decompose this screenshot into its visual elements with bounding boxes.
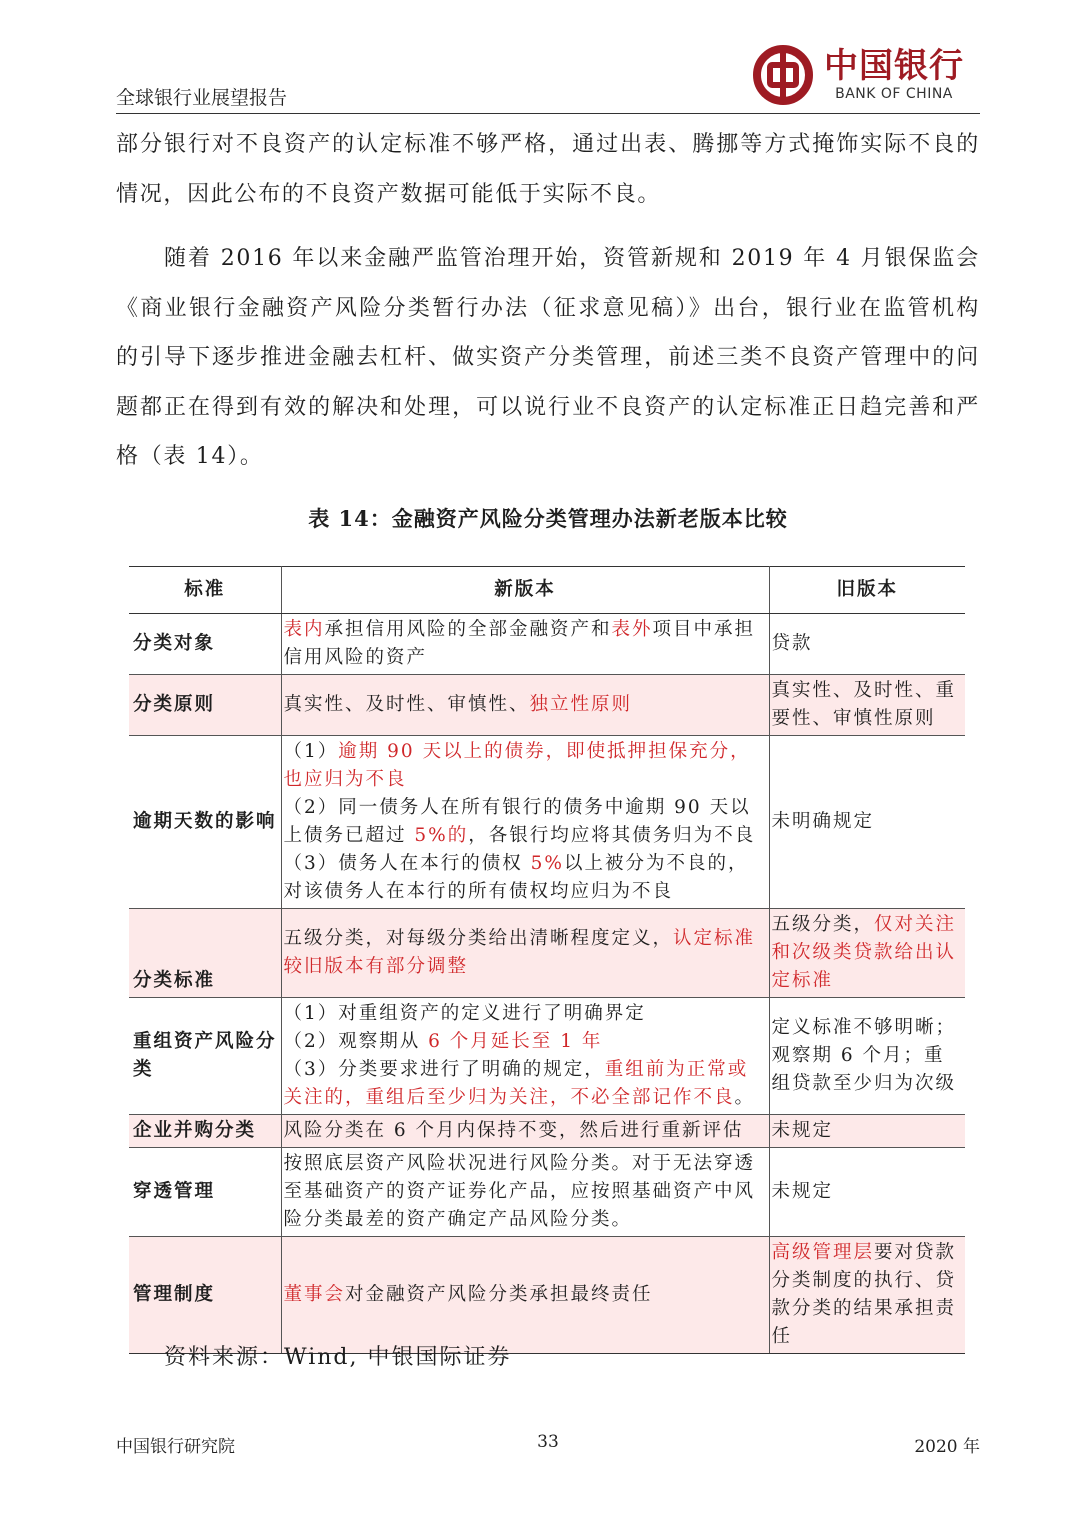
highlighted-text: 表外	[611, 619, 653, 640]
cell-text: 要对贷款分类制度的执行、贷款分类的结果承担责任	[771, 1242, 957, 1347]
page-number: 33	[537, 1432, 559, 1452]
table-row	[129, 1148, 965, 1237]
highlighted-text: 5%的	[414, 825, 469, 846]
row-label: 企业并购分类	[129, 1115, 281, 1148]
new-version-cell	[281, 614, 769, 675]
new-version-cell	[281, 1237, 769, 1354]
footer-year: 2020 年	[914, 1437, 980, 1457]
table-title: 表 14：金融资产风险分类管理办法新老版本比较	[308, 506, 788, 531]
highlighted-text: 认定标准较旧版本有部分调整	[283, 928, 756, 977]
cell-text: 对金融资产风险分类承担最终责任	[345, 1284, 653, 1305]
highlighted-text: 5%	[530, 853, 565, 874]
cell-text: 未明确规定	[771, 811, 875, 832]
new-version-cell	[281, 675, 769, 736]
old-version-cell	[769, 909, 965, 998]
old-version-cell	[769, 998, 965, 1115]
cell-text: 项目中承担信用风险的资产	[283, 619, 756, 668]
table-row	[129, 998, 965, 1115]
old-version-cell	[769, 1148, 965, 1237]
cell-text: 未规定	[771, 1181, 834, 1202]
row-label: 分类对象	[129, 614, 281, 675]
row-label: 分类标准	[129, 909, 281, 998]
cell-text: 五级分类，对每级分类给出清晰程度定义，	[283, 928, 674, 949]
new-version-cell	[281, 1148, 769, 1237]
cell-text: 五级分类，	[771, 914, 875, 935]
cell-text: （3）分类要求进行了明确的规定，	[283, 1059, 605, 1080]
old-version-cell	[769, 736, 965, 909]
cell-text: （1）对重组资产的定义进行了明确界定	[283, 1003, 646, 1024]
logo-english-name: BANK OF CHINA	[835, 86, 953, 102]
cell-text: （3）债务人在本行的债权	[283, 853, 531, 874]
new-version-cell	[281, 909, 769, 998]
highlighted-text: 6 个月延长至 1 年	[428, 1031, 603, 1052]
header-old-version: 旧版本	[769, 567, 965, 614]
cell-text: 定义标准不够明晰；观察期 6 个月；重组贷款至少归为次级	[771, 1017, 957, 1094]
header-divider	[116, 113, 980, 114]
new-version-cell	[281, 1115, 769, 1148]
page-header	[116, 40, 980, 114]
row-label: 分类原则	[129, 675, 281, 736]
old-version-cell	[769, 614, 965, 675]
cell-text: 按照底层资产风险状况进行风险分类。对于无法穿透至基础资产的资产证券化产品，应按照基础资产中风险分类最差的资产确定产品风险分类。	[283, 1153, 756, 1230]
highlighted-text: 仅对关注和次级类贷款给出认定标准	[771, 914, 957, 991]
cell-text: 真实性、及时性、重要性、审慎性原则	[771, 680, 957, 729]
highlighted-text: 逾期 90 天以上的债券，即使抵押担保充分，也应归为不良	[283, 741, 751, 790]
footer-institute: 中国银行研究院	[116, 1437, 235, 1457]
cell-text: 风险分类在 6 个月内保持不变，然后进行重新评估	[283, 1120, 744, 1141]
header-standard: 标准	[129, 567, 281, 614]
table-row	[129, 1237, 965, 1354]
old-version-cell	[769, 675, 965, 736]
bank-logo	[752, 42, 964, 108]
highlighted-text: 高级管理层	[771, 1242, 875, 1263]
table-header-row	[129, 567, 965, 614]
highlighted-text: 重组前为正常或关注的，重组后至少归为关注，不必全部记作不良	[283, 1059, 749, 1108]
highlighted-text: 独立性原则	[529, 694, 633, 715]
comparison-table	[129, 566, 965, 1354]
new-version-cell	[281, 736, 769, 909]
table-row	[129, 1115, 965, 1148]
body-paragraph-2: 随着 2016 年以来金融严监管治理开始，资管新规和 2019 年 4 月银保监会《商业银行金融资产风险分类暂行办法（征求意见稿）》出台，银行业在监管机构的引导下逐步推进金融去杠杆、做实资产分类管理，前述三类不良资产管理中的问题都正在得到有效的解决和处理，可以说行业不良资产的认定标准正日趋完善和严格（表 14）。	[116, 246, 980, 469]
row-label: 重组资产风险分类	[129, 998, 281, 1115]
cell-text: （2）同一债务人在所有银行的债务中逾期 90 天以上债务已超过	[283, 797, 751, 846]
row-label: 逾期天数的影响	[129, 736, 281, 909]
row-label: 管理制度	[129, 1237, 281, 1354]
table-row	[129, 614, 965, 675]
cell-text: （2）观察期从	[283, 1031, 429, 1052]
cell-text: 。	[734, 1087, 756, 1108]
highlighted-text: 表内	[283, 619, 325, 640]
cell-text: 真实性、及时性、审慎性、	[283, 694, 530, 715]
new-version-cell	[281, 998, 769, 1115]
old-version-cell	[769, 1115, 965, 1148]
cell-text: 贷款	[771, 633, 813, 654]
header-new-version: 新版本	[281, 567, 769, 614]
cell-text: （1）	[283, 741, 339, 762]
cell-text: 未规定	[771, 1120, 834, 1141]
row-label: 穿透管理	[129, 1148, 281, 1237]
table-row	[129, 675, 965, 736]
table-source: 资料来源：Wind, 中银国际证券	[164, 1345, 512, 1370]
bank-of-china-emblem-icon	[752, 44, 814, 106]
cell-text: 承担信用风险的全部金融资产和	[324, 619, 612, 640]
cell-text: 以上被分为不良的，对该债务人在本行的所有债权均应归为不良	[283, 853, 749, 902]
logo-chinese-name: 中国银行	[824, 46, 964, 86]
body-paragraph-1: 部分银行对不良资产的认定标准不够严格，通过出表、腾挪等方式掩饰实际不良的情况，因此公布的不良资产数据可能低于实际不良。	[116, 132, 980, 207]
report-title: 全球银行业展望报告	[116, 87, 288, 109]
cell-text: ，各银行均应将其债务归为不良	[468, 825, 756, 846]
table-row	[129, 909, 965, 998]
table-row	[129, 736, 965, 909]
highlighted-text: 董事会	[283, 1284, 346, 1305]
table-body	[129, 614, 965, 1354]
old-version-cell	[769, 1237, 965, 1354]
